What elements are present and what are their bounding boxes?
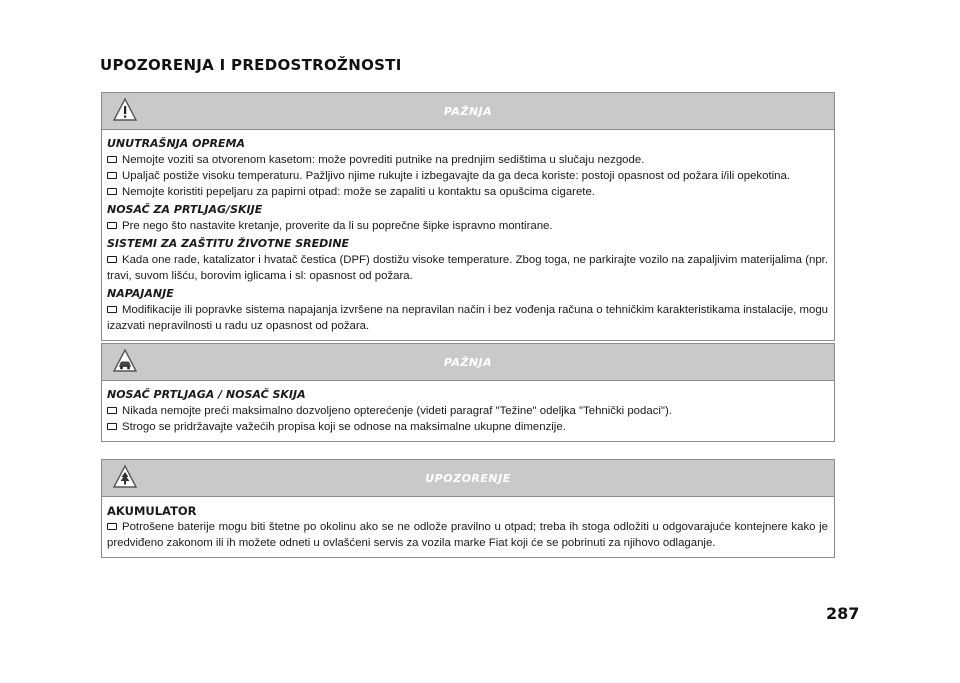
page-title: UPOZORENJA I PREDOSTROŽNOSTI (100, 56, 402, 74)
checkbox-bullet-icon (107, 407, 117, 414)
checkbox-bullet-icon (107, 222, 117, 229)
list-item: Nikada nemojte preći maksimalno dozvoljeno opterećenje (videti paragraf "Težine" odeljka "Tehnički podaci"). (107, 403, 828, 419)
checkbox-bullet-icon (107, 423, 117, 430)
box-header (102, 344, 834, 381)
box-header-title: PAŽNJA (443, 356, 493, 369)
list-item: Nemojte voziti sa otvorenom kasetom: može povrediti putnike na prednjim sedištima u slučaju nezgode. (107, 152, 828, 168)
section-title: UNUTRAŠNJA OPREMA (107, 137, 245, 150)
warning-box-interior (101, 92, 835, 341)
page-number: 287 (826, 604, 860, 623)
list-item: Strogo se pridržavajte važećih propisa koji se odnose na maksimalne ukupne dimenzije. (107, 419, 828, 435)
box-header (102, 460, 834, 497)
section-title: NOSAČ ZA PRTLJAG/SKIJE (107, 203, 263, 216)
checkbox-bullet-icon (107, 172, 117, 179)
list-item: Kada one rade, katalizator i hvatač čestica (DPF) dostižu visoke temperature. Zbog toga, ne parkirajte vozilo na zapaljivim materijalima (npr. travi, suvom lišću, borovim iglicama i sl: opasnost od požara. (107, 254, 828, 282)
list-item: Pre nego što nastavite kretanje, proverite da li su poprečne šipke ispravno montirane. (107, 218, 828, 234)
box-header-title: UPOZORENJE (425, 472, 511, 485)
checkbox-bullet-icon (107, 523, 117, 530)
list-item: Potrošene baterije mogu biti štetne po okolinu ako se ne odlože pravilno u otpad; treba ih stoga odložiti u odgovarajuće kontejnere kako je predviđeno zakonom ili ih možete odneti u ovlašćeni servis za vozila marke Fiat koji će se pobrinuti za njihovo odlaganje. (107, 521, 828, 549)
list-item: Modifikacije ili popravke sistema napajanja izvršene na nepravilan način i bez vođenja računa o tehničkim karakteristikama instalacije, mogu izazvati nepravilnosti u radu uz opasnost od požara. (107, 304, 828, 332)
checkbox-bullet-icon (107, 256, 117, 263)
list-item: Upaljač postiže visoku temperaturu. Pažljivo njime rukujte i izbegavajte da ga deca koriste: postoji opasnost od požara i/ili opekotina. (107, 168, 828, 184)
section-title: NAPAJANJE (107, 287, 174, 300)
section-title: AKUMULATOR (107, 504, 197, 518)
section-title: NOSAČ PRTLJAGA / NOSAČ SKIJA (107, 388, 306, 401)
checkbox-bullet-icon (107, 188, 117, 195)
notice-box-battery (101, 459, 835, 558)
box-header-title: PAŽNJA (443, 105, 493, 118)
checkbox-bullet-icon (107, 156, 117, 163)
box-header (102, 93, 834, 130)
warning-box-roof-rack (101, 343, 835, 442)
section-title: SISTEMI ZA ZAŠTITU ŽIVOTNE SREDINE (107, 237, 350, 250)
list-item: Nemojte koristiti pepeljaru za papirni otpad: može se zapaliti u kontaktu sa opušcima cigarete. (107, 184, 828, 200)
checkbox-bullet-icon (107, 306, 117, 313)
